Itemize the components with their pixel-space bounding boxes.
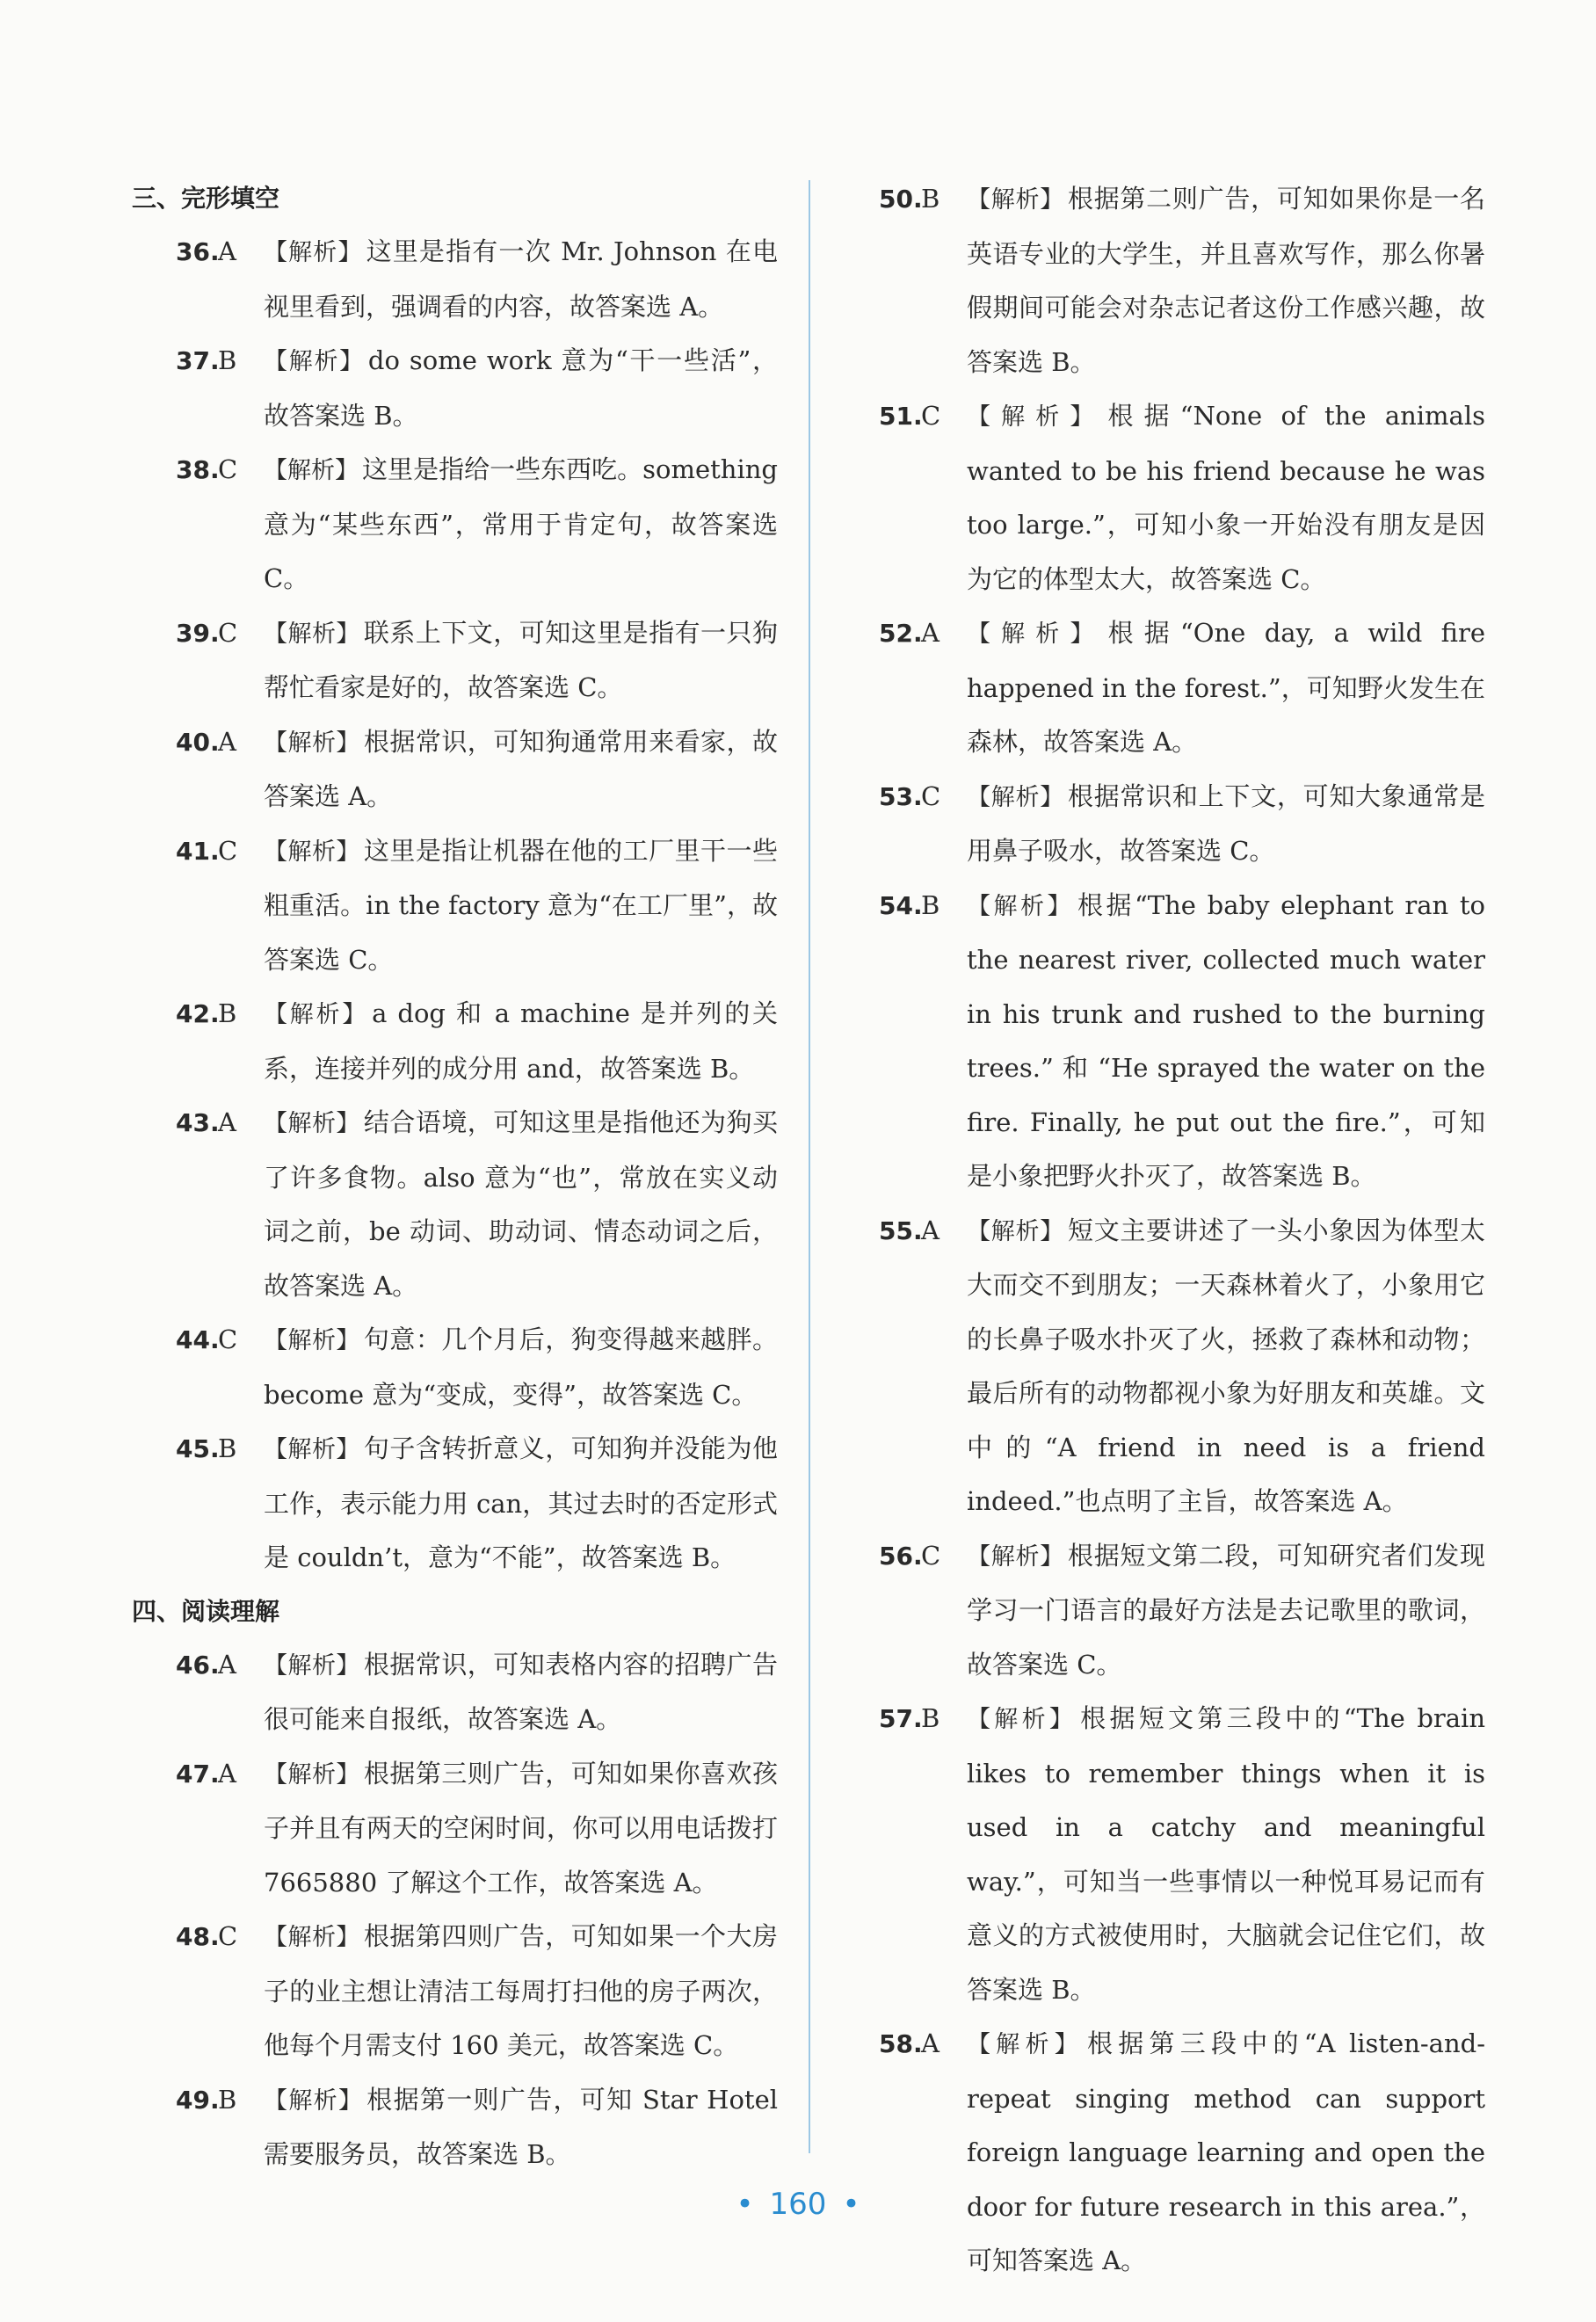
answer-item [176,443,778,606]
question-number: 39. [176,618,220,648]
analysis-text: 联系上下文，可知这里是指有一只狗帮忙看家是好的，故答案选 C。 [264,617,778,702]
analysis-tag: 【解析】 [264,1327,360,1354]
question-number: 55. [879,1215,923,1245]
analysis-tag: 【解析】 [967,783,1064,811]
question-number: 42. [176,999,220,1028]
bullet-dot-left: • [736,2187,754,2222]
question-number: 40. [176,727,220,757]
answer-letter: C [218,1921,238,1951]
answer-letter: C [218,617,238,648]
answer-letter: A [921,2028,939,2058]
question-number: 44. [176,1325,220,1354]
answer-letter: C [921,401,941,431]
analysis-text: a dog 和 a machine 是并列的关系，连接并列的成分用 and，故答案选 B。 [264,998,778,1084]
analysis-text: 根据“The baby elephant ran to the nearest river, collected much water in his trunk and rushed to the burning trees.” 和 “He sprayed the water on the fire. Finally, he put out the fire.”，可知是小象把野火扑灭了，故答案选 B。 [967,889,1485,1191]
answer-letter: B [921,184,940,214]
analysis-text: 这里是指有一次 Mr. Johnson 在电视里看到，强调看的内容，故答案选 A。 [264,236,779,322]
reading-answer-list-right [879,172,1485,2289]
cloze-answer-list [132,225,778,1585]
analysis-tag: 【解析】 [264,1760,360,1789]
analysis-tag: 【解析】 [967,2031,1084,2058]
answer-item [176,334,778,443]
answer-letter: B [218,1433,237,1463]
analysis-text: 根据常识和上下文，可知大象通常是用鼻子吸水，故答案选 C。 [967,780,1485,866]
analysis-text: 根据第二则广告，可知如果你是一名英语专业的大学生，并且喜欢写作，那么你暑假期间可能会对杂志记者这份工作感兴趣，故答案选 B。 [967,184,1485,377]
page-number-footer [0,2187,1596,2222]
answer-letter: B [218,345,237,375]
answer-letter: A [218,726,236,757]
answer-item [176,606,778,715]
question-number: 51. [879,402,923,431]
column-divider [809,180,810,2153]
answer-letter: A [218,1649,236,1680]
question-number: 57. [879,1704,923,1733]
answer-item [176,1747,778,1911]
analysis-text: 短文主要讲述了一头小象因为体型太大而交不到朋友；一天森林着火了，小象用它的长鼻子吸水扑灭了火，拯救了森林和动物；最后所有的动物都视小象为好朋友和英雄。文中的“A friend in need is a friend indeed.”也点明了主旨，故答案选 A。 [967,1215,1485,1516]
question-number: 58. [879,2029,923,2058]
question-number: 45. [176,1434,220,1463]
question-number: 49. [176,2085,220,2115]
analysis-tag: 【解析】 [264,1001,369,1028]
analysis-tag: 【解析】 [264,239,363,266]
analysis-tag: 【解析】 [264,1651,360,1680]
answer-item [176,824,778,988]
answer-item [879,1204,1485,1529]
answer-item [879,1692,1485,2017]
analysis-tag: 【解析】 [967,1542,1064,1571]
answer-item [879,770,1485,879]
analysis-tag: 【解析】 [264,348,365,375]
section-title-reading: 四、阅读理解 [132,1596,280,1626]
answer-letter: A [218,1758,236,1789]
question-number: 48. [176,1922,220,1951]
left-column [132,172,778,2182]
analysis-text: 根据“None of the animals wanted to be his friend because he was too large.”，可知小象一开始没有朋友是因为它的体型太大，故答案选 C。 [967,401,1486,594]
analysis-text: 这里是指让机器在他的工厂里干一些粗重活。in the factory 意为“在工厂里”，故答案选 C。 [264,835,778,975]
analysis-tag: 【解析】 [264,620,360,648]
analysis-text: 句意：几个月后，狗变得越来越胖。become 意为“变成，变得”，故答案选 C。 [264,1324,778,1410]
analysis-tag: 【解析】 [264,1110,360,1137]
analysis-text: 根据第一则广告，可知 Star Hotel 需要服务员，故答案选 B。 [264,2084,779,2169]
question-number: 52. [879,619,923,648]
answer-item [176,987,778,1096]
answer-letter: B [921,889,940,920]
answer-item [176,1422,778,1585]
question-number: 41. [176,836,220,866]
analysis-text: do some work 意为“干一些活”，故答案选 B。 [264,345,778,431]
analysis-text: 根据第三则广告，可知如果你喜欢孩子并且有两天的空闲时间，你可以用电话拨打 7665880 了解这个工作，故答案选 A。 [264,1758,778,1898]
answer-item [176,225,778,334]
answer-item [879,2017,1485,2289]
analysis-tag: 【解析】 [264,457,359,484]
analysis-tag: 【解析】 [264,838,360,866]
analysis-tag: 【解析】 [967,1706,1077,1733]
answer-letter: B [921,1703,940,1733]
answer-letter: A [218,236,236,266]
analysis-text: 根据常识，可知表格内容的招聘广告很可能来自报纸，故答案选 A。 [264,1649,778,1734]
analysis-tag: 【解析】 [967,1217,1064,1245]
analysis-text: 根据短文第三段中的“The brain likes to remember things when it is used in a catchy and meaningful way.”，可知当一些事情以一种悦耳易记而有意义的方式被使用时，大脑就会记住它们，故答案选 B。 [967,1703,1485,2005]
question-number: 47. [176,1759,220,1789]
analysis-text: 这里是指给一些东西吃。something 意为“某些东西”，常用于肯定句，故答案选 C。 [264,454,779,593]
answer-letter: B [218,2084,237,2115]
analysis-tag: 【解析】 [967,186,1064,214]
answer-item [879,879,1485,1204]
section-title-cloze: 三、完形填空 [132,184,280,213]
answer-item [176,2073,778,2182]
question-number: 56. [879,1541,923,1571]
analysis-tag: 【解析】 [264,1924,360,1951]
answer-letter: C [218,1324,238,1354]
analysis-text: 结合语境，可知这里是指他还为狗买了许多食物。also 意为“也”，常放在实义动词之前，be 动词、助动词、情态动词之后，故答案选 A。 [264,1107,778,1301]
reading-answer-list-left [132,1638,778,2182]
answer-letter: B [218,998,237,1028]
analysis-text: 根据第四则广告，可知如果一个大房子的业主想让清洁工每周打扫他的房子两次，他每个月需支付 160 美元，故答案选 C。 [264,1921,778,2060]
analysis-tag: 【解析】 [264,1436,360,1463]
question-number: 36. [176,237,220,266]
answer-letter: A [218,1107,236,1137]
answer-item [176,715,778,824]
question-number: 37. [176,346,220,375]
answer-letter: A [921,618,939,648]
right-column [879,172,1485,2289]
question-number: 54. [879,890,923,920]
analysis-text: 根据常识，可知狗通常用来看家，故答案选 A。 [264,726,778,811]
question-number: 50. [879,185,923,214]
answer-letter: C [218,835,238,866]
analysis-tag: 【解析】 [967,892,1074,920]
answer-letter: C [921,780,941,811]
question-number: 43. [176,1108,220,1137]
analysis-text: 根据“One day, a wild fire happened in the forest.”，可知野火发生在森林，故答案选 A。 [967,618,1485,757]
answer-item [879,389,1485,606]
analysis-tag: 【解析】 [264,729,360,757]
analysis-text: 根据第三段中的“A listen-and-repeat singing method can support foreign language learning and open the door for future research in this area.”，可知答案选 A。 [967,2028,1485,2275]
answer-item [879,1529,1485,1693]
bullet-dot-right: • [842,2187,860,2222]
answer-letter: C [218,454,238,484]
answer-item [176,1313,778,1422]
answer-item [176,1096,778,1313]
question-number: 46. [176,1650,220,1680]
page-number: 160 [769,2187,827,2222]
answer-item [879,172,1485,389]
answer-item [176,1638,778,1747]
analysis-text: 根据短文第二段，可知研究者们发现学习一门语言的最好方法是去记歌里的歌词，故答案选 C。 [967,1540,1485,1680]
question-number: 38. [176,455,220,484]
analysis-tag: 【解析】 [967,620,1105,648]
analysis-tag: 【解析】 [967,403,1105,431]
analysis-tag: 【解析】 [264,2086,364,2115]
answer-item [879,606,1485,770]
answer-letter: A [921,1215,939,1245]
answer-item [176,1910,778,2073]
answer-letter: C [921,1540,941,1571]
analysis-text: 句子含转折意义，可知狗并没能为他工作，表示能力用 can，其过去时的否定形式是 couldn’t，意为“不能”，故答案选 B。 [264,1433,778,1572]
question-number: 53. [879,781,923,811]
